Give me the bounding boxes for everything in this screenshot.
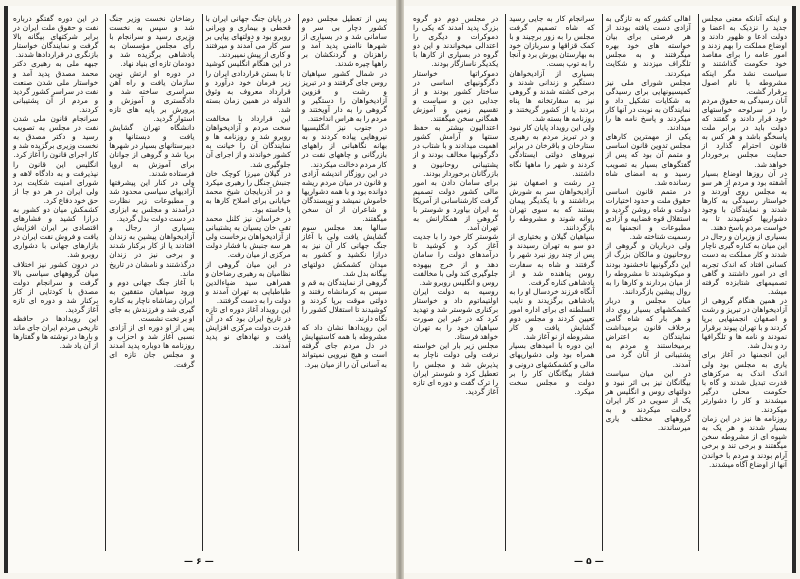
- paragraph: بسیاری از رجال و آزادیخواهان پیشین به زندان افتادند یا از کار برکنار شدند و برخی نیز در زندان درگذشتند و نامشان در تاریخ ماند.: [109, 223, 195, 278]
- paragraph: در پایان جنگ جهانی ایران با قحطی و بیماری و ویرانی روبرو بود و دولتهای پیاپی بر سر کار می آمدند و میرفتند و کاری از پیش نمیبردند.: [205, 14, 291, 60]
- paragraph: میان مجلس و دربار کشمکشهای بسیار روی داد و هر بار که شاه گامی برخلاف قانون برمیداشت نمایندگان به اعتراض برمیخاستند و مردم به پشتیبانی از آنان گرد می آمدند.: [605, 295, 691, 369]
- paragraph: در آن روزها اوضاع بسیار آشفته بود و مردم از هر سو به مجلس روی آوردند و خواستار رسیدگی به کارها شدند و نمایندگان با وجود دشواریها کوشیدند تا به خواست مردم پاسخ دهند.: [701, 168, 787, 233]
- page-number: — ۶ —: [184, 557, 214, 567]
- paragraph: در این دوره گفتگو درباره نفت و حقوق ملت ایران در برابر شرکتهای بیگانه بالا گرفت و نمایندگان خواستار بازنگری در قراردادها شدند.: [13, 14, 99, 60]
- right-page-columns: [410, 14, 790, 551]
- paragraph: در دوره او ارتش نوین سازمان یافت و راه آهن سراسری ساخته شد و دادگستری و آموزش و پرورش بر پایه های تازه استوار گردید.: [109, 68, 195, 124]
- paragraph: در مجلس دوم دو گروه بزرگ پدید آمدند که یکی را دموکرات و دیگری را اعتدالی میخواندند و این دو گروه در بسیاری از کارها با یکدیگر ناسازگار بودند.: [413, 14, 499, 69]
- paragraph: اهالی کشور که به تازگی به آزادی دست یافته بودند از هر فرصتی برای بیان خواسته های خود بهره میگرفتند و به مجلس تلگراف میزدند و شکایت میکردند.: [605, 14, 691, 78]
- left-page-columns: [10, 14, 390, 551]
- text-column: [105, 14, 197, 551]
- paragraph: گروهی از نمایندگان به قم و سپس به کرمانشاه رفتند و دولتی موقت برپا کردند و کوشیدند تا استقلال کشور را نگاه دارند.: [301, 277, 387, 324]
- text-column: [410, 14, 501, 551]
- paragraph: مجلس شورای ملی نیز کمیسیونهایی برای رسیدگی به شکایات تشکیل داد و نمایندگان به نوبت در آنها کار میکردند و پاسخ نامه ها را میدادند.: [605, 77, 691, 133]
- paragraph: سرانجام کار به جایی رسید که شاه تصمیم گرفت مجلس را به زور برچیند و با کمک قزاقها و سربازان خود به بهارستان یورش برد و آنجا را به توپ بست.: [509, 14, 595, 69]
- paragraph: ولی در کنار این پیشرفتها آزادیهای سیاسی محدود شد و مطبوعات زیر نظارت درآمدند و مجلس به ابزاری در دست دولت بدل گردید.: [109, 177, 195, 224]
- paragraph: ولی این رویداد پایان کار نبود و در تبریز مردم به رهبری ستارخان و باقرخان در برابر نیروهای دولتی ایستادگی کردند و شهر را ماهها نگاه داشتند.: [509, 123, 595, 178]
- paragraph: در درون کشور نیز اختلاف میان گروههای سیاسی بالا گرفت و سرانجام دولت مصدق با کودتایی از کار برکنار شد و دوره ای تازه آغاز گردید.: [13, 259, 99, 314]
- paragraph: برای سامان دادن به امور مالی کشور دولت تصمیم گرفت کارشناسانی از آمریکا به ایران بیاورد و شوستر با گروهی از همکارانش به تهران آمد.: [413, 177, 499, 233]
- paragraph: و اینکه آنانکه معنی مجلس جدید را نزدیک به اعضا و دولت ادعا و ظهور دادند و اوضاع مملکت را بهم زدند و امور عامه را برای مقاصد خود حکومت گذاشتند و سیاست نشد مگر اینکه مشروطه با نام اصول برقرار گشت.: [701, 14, 787, 96]
- paragraph: دموکراتها خواستار دگرگونیهای اساسی در ساختار کشور بودند و از جدایی دین و سیاست و تقسیم زمین و آموزش همگانی سخن میگفتند.: [413, 68, 499, 124]
- page-edge: [4, 6, 8, 573]
- text-column: [202, 14, 294, 551]
- paragraph: در جنوب نیز انگلیسیها نیروهایی پیاده کردند و به بهانه نگاهبانی از راههای بازرگانی و چاههای نفت در کار مردم دخالت میکردند.: [301, 123, 387, 169]
- paragraph: پس از تعطیل مجلس دوم کشور دچار بی سر و سامانی شد و در بسیاری از شهرها ناامنی پدید آمد و راهزنان و گردنکشان بر راهها چیره شدند.: [301, 14, 387, 69]
- paragraph: روزنامه ها نیز در این زمان بسیار شدند و هر یک به شیوه ای از مشروطه سخن میگفتند و برخی تند و برخی آرام بودند و مردم با خواندن آنها از اوضاع آگاه میشدند.: [701, 414, 787, 469]
- paragraph: در همین هنگام گروهی از آزادیخواهان در تبریز و رشت و اصفهان انجمنهایی برپا کردند و با تهران پیوند برقرار نمودند و نامه ها و تلگرافها رد و بدل شد.: [701, 295, 787, 351]
- paragraph: این قرارداد با مخالفت سخت مردم و آزادیخواهان روبرو شد و روزنامه ها و نمایندگان آن را خیانت به کشور خواندند و از اجرای آن جلوگیری شد.: [205, 114, 291, 169]
- paragraph: رضاخان نخست وزیر جنگ شد و سپس به نخست وزیری رسید و سرانجام با رأی مجلس مؤسسان به پادشاهی برگزیده شد و دودمان تازه ای بنیاد نهاد.: [109, 14, 195, 69]
- left-page: [4, 6, 396, 573]
- paragraph: در این هنگام انگلیس کوشید تا با بستن قراردادی ایران را زیر فرمان خود درآورد و قرارداد معروف به وثوق الدوله در همین زمان بسته شد.: [205, 59, 291, 114]
- paragraph: در گیلان میرزا کوچک خان جنبش جنگل را رهبری میکرد و در آذربایجان شیخ محمد خیابانی برای اصلاح کارها به پا خاسته بود.: [205, 168, 291, 214]
- paragraph: بسیاری از آزادیخواهان دستگیر و زندانی شدند و برخی کشته شدند و گروهی نیز به سفارتخانه ها پناه بردند یا از کشور گریختند و روزنامه ها بسته شد.: [509, 68, 595, 124]
- paragraph: یکی از مهمترین کارهای مجلس تدوین قانون اساسی و متمم آن بود که پس از گفتگوهای بسیار به تصویب رسید و به امضای شاه رسانده شد.: [605, 132, 691, 187]
- paragraph: ولی درباریان و گروهی از روحانیون و مالکان بزرگ از این دگرگونیها ناخشنود بودند و میکوشیدند تا مشروطه را از میان بردارند و کارها را به روال پیشین بازگردانند.: [605, 241, 691, 296]
- book-gutter: [396, 0, 404, 579]
- paragraph: در این میان سیاست بیگانگان نیز بی اثر نبود و دولتهای روس و انگلیس هر یک از سویی در کار ایران دخالت میکردند و به گروههای مختلف یاری میرساندند.: [605, 368, 691, 433]
- paragraph: این رویداد آغاز دوره ای تازه در تاریخ ایران بود که در آن قدرت دولت مرکزی افزایش یافت و نهادهای نو پدید آمدند.: [205, 305, 291, 351]
- text-column: [505, 14, 597, 551]
- paragraph: این انجمنها در آغاز برای یاری به مجلس بود ولی اندک اندک به مرکزهای قدرت تبدیل شدند و گاه با حکومت محلی درگیر میشدند و کار را دشوارتر میکردند.: [701, 350, 787, 415]
- right-page: [404, 6, 796, 573]
- paragraph: در این میان گروهی از نظامیان به رهبری رضاخان و همراهی سید ضیاءالدین طباطبایی به تهران آمدند و دولت را به دست گرفتند.: [205, 259, 291, 305]
- paragraph: در این روزگار اندیشه آزادی و قانون در میان مردم ریشه دوانده بود و با همه دشواریها خاموش نمیشد و نویسندگان و شاعران از آن سخن میگفتند.: [301, 168, 387, 224]
- paragraph: در خراسان نیز کلنل محمد تقی خان پسیان به پشتیبانی از آزادیخواهان برخاست ولی هر سه جنبش با فشار دولت مرکزی از میان رفت.: [205, 214, 291, 260]
- paragraph: پس از او دوره ای از آزادی نسبی آغاز شد و احزاب و روزنامه ها دوباره پدید آمدند و مجلس جان تازه ای گرفت.: [109, 323, 195, 369]
- paragraph: این رویدادها نشان داد که مشروطه با همه کاستیهایش در دل مردم جای گرفته است و هیچ نیرویی نمیتواند به آسانی آن را از میان ببرد.: [301, 323, 387, 369]
- paragraph: کشمکش میان دو کشور به درازا کشید و فشارهای اقتصادی بر ایران افزایش یافت و فروش نفت ایران در بازارهای جهانی با دشواری روبرو شد.: [13, 204, 99, 260]
- paragraph: در رشت و اصفهان نیز آزادیخواهان سر به شورش برداشتند و با یکدیگر پیمان بستند که به سوی تهران روانه شوند و مشروطه را بازگردانند.: [509, 177, 595, 233]
- paragraph: انگلیس این قانون را نپذیرفت و به دادگاه لاهه و شورای امنیت شکایت برد ولی ایران در هر دو جا از حق خود دفاع کرد.: [13, 159, 99, 205]
- page-number: — ۵ —: [574, 557, 604, 567]
- paragraph: سالها بعد مجلس سوم گشایش یافت ولی با آغاز جنگ جهانی کار آن نیز به درازا نکشید و کشور به میدان کشمکش دولتهای بیگانه بدل شد.: [301, 223, 387, 278]
- paragraph: این رویدادها در حافظه تاریخی مردم ایران جای ماند و بارها در نوشته ها و گفتارها از آن یاد شد.: [13, 314, 99, 351]
- paragraph: این دوره با امیدهای بسیار همراه بود ولی دشواریهای مالی و کشمکشهای درونی و فشار بیگانگان کار را بر دولت و مجلس سخت میکرد.: [509, 341, 595, 396]
- text-column: [698, 14, 790, 551]
- page-edge: [792, 6, 796, 573]
- paragraph: جبهه ملی به رهبری دکتر محمد مصدق پدید آمد و خواستار ملی شدن صنعت نفت در سراسر کشور گردید و مردم از آن پشتیبانی کردند.: [13, 59, 99, 114]
- paragraph: شوستر کار خود را با جدیت آغاز کرد و کوشید تا درآمدهای دولت را سامان دهد و از خرج بیهوده جلوگیری کند ولی با مخالفت روس و انگلیس روبرو شد.: [413, 232, 499, 287]
- text-column: [298, 14, 390, 551]
- paragraph: در شمال کشور سپاهیان روس جای گرفتند و در تبریز و رشت و قزوین آزادیخواهان را دستگیر و گروهی را به دار آویختند و مردم را به هراس انداختند.: [301, 68, 387, 124]
- paragraph: در متمم قانون اساسی حقوق ملت و حدود اختیارات دولت و شاه روشن گردید و استقلال قوه قضاییه و آزادی مطبوعات و انجمنها به رسمیت شناخته شد.: [605, 186, 691, 242]
- paragraph: روسیه به دولت ایران اولتیماتوم داد و خواستار برکناری شوستر شد و تهدید کرد که در غیر این صورت سپاهیان خود را به تهران خواهد فرستاد.: [413, 286, 499, 342]
- paragraph: دانشگاه تهران گشایش یافت و دبستانها و دبیرستانهای بسیار در شهرها برپا شد و گروهی از جوانان برای آموزش به اروپا فرستاده شدند.: [109, 123, 195, 178]
- text-column: [602, 14, 694, 551]
- paragraph: مجلس زیر بار این خواسته نرفت ولی دولت ناچار به پذیرش شد و مجلس را تعطیل کرد و شوستر ایران را ترک گفت و دوره ای تازه آغاز گردید.: [413, 341, 499, 396]
- paragraph: اعتدالیون بیشتر به حفظ سنتها و آرامش کشور اهمیت میدادند و با شتاب در دگرگونیها مخالف بودند و از پشتیبانی روحانیون و بازرگانان برخوردار بودند.: [413, 123, 499, 178]
- paragraph: سپاهیان گیلان و بختیاری از دو سو به تهران رسیدند و پس از چند روز نبرد شهر را گرفتند و شاه به سفارت روس پناهنده شد و از پادشاهی کناره گرفت.: [509, 232, 595, 287]
- paragraph: آنان رسیدگی به حقوق مردم را در سرلوحه خواستهای خود قرار دادند و گفتند که دولت باید در برابر ملت پاسخگو باشد و هر کس به قانون احترام گذارد از حمایت مجلس برخوردار خواهد شد.: [701, 95, 787, 169]
- paragraph: سرانجام قانون ملی شدن نفت در مجلس به تصویب رسید و دکتر مصدق به نخست وزیری برگزیده شد و کار اجرای قانون را آغاز کرد.: [13, 114, 99, 160]
- paragraph: آنگاه فرزند خردسال او را به پادشاهی برگزیدند و نایب السلطنه ای برای اداره امور تعیین کردند و مجلس دوم گشایش یافت و کار مشروطه از نو آغاز شد.: [509, 286, 595, 342]
- text-column: [10, 14, 101, 551]
- paragraph: بسیاری از وزیران و رجال در این میان به کناره گیری ناچار شدند و کار مملکت به دست کسانی افتاد که اندک تجربه ای در امور داشتند و گاهی تصمیمهای شتابزده گرفته میشد.: [701, 232, 787, 296]
- paragraph: با آغاز جنگ جهانی دوم و ورود سپاهیان متفقین به ایران رضاشاه ناچار به کناره گیری شد و فرزندش به جای او بر تخت نشست.: [109, 277, 195, 324]
